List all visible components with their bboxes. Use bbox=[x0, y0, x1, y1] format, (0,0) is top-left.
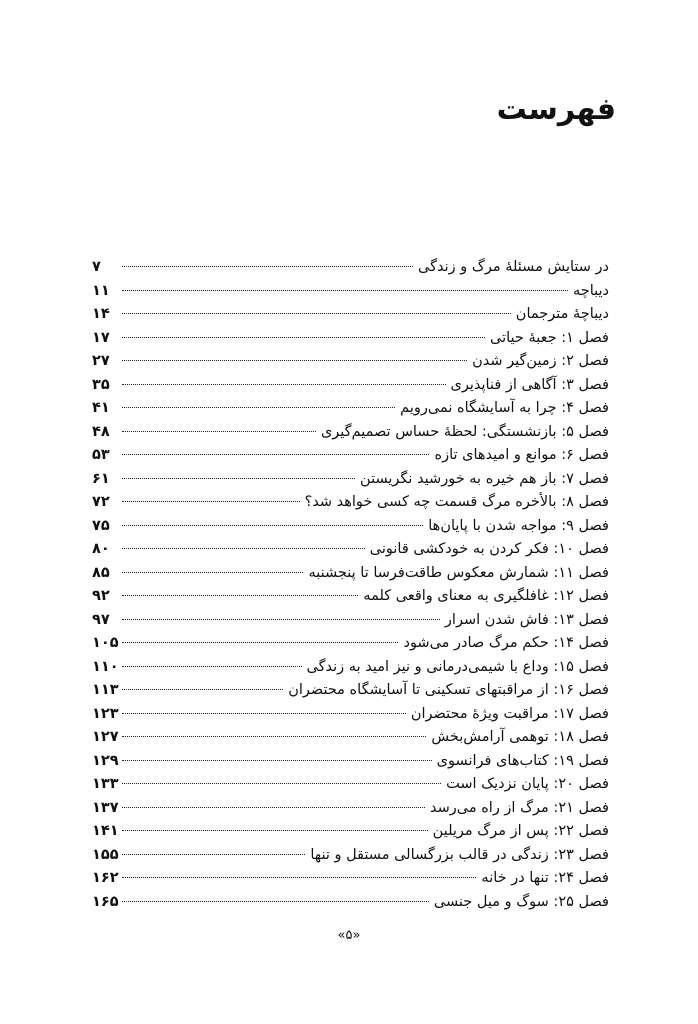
toc-entry-title: فصل ۱۲: غافلگیری به معنای واقعی کلمه bbox=[363, 588, 609, 604]
toc-entry-title: فصل ۱: جعبهٔ حیاتی bbox=[490, 329, 609, 346]
toc-entry-page-number: ۱۲۹ bbox=[92, 752, 119, 769]
page-number-footer: «۵» bbox=[337, 928, 361, 943]
dot-leader bbox=[122, 478, 355, 479]
dot-leader bbox=[122, 407, 395, 408]
toc-entry-page-number: ۱۵۵ bbox=[92, 846, 119, 863]
toc-entry bbox=[92, 820, 609, 844]
table-of-contents bbox=[92, 256, 609, 914]
toc-entry-page-number: ۸۵ bbox=[92, 564, 110, 581]
toc-entry bbox=[92, 585, 609, 609]
toc-entry bbox=[92, 397, 609, 421]
dot-leader bbox=[122, 783, 441, 784]
toc-entry bbox=[92, 374, 609, 398]
dot-leader bbox=[122, 713, 406, 714]
toc-entry-title: فصل ۲: زمین‌گیر شدن bbox=[472, 353, 609, 369]
dot-leader bbox=[122, 666, 302, 667]
toc-entry-title: فصل ۱۴: حکم مرگ صادر می‌شود bbox=[403, 635, 609, 651]
toc-entry bbox=[92, 327, 609, 351]
dot-leader bbox=[122, 313, 511, 314]
toc-entry bbox=[92, 656, 609, 680]
dot-leader bbox=[122, 595, 358, 596]
toc-entry-page-number: ۹۷ bbox=[92, 611, 110, 628]
toc-entry-page-number: ۱۰۵ bbox=[92, 635, 119, 651]
dot-leader bbox=[122, 619, 440, 620]
toc-entry-page-number: ۱۱ bbox=[92, 282, 110, 299]
toc-entry-page-number: ۱۴۱ bbox=[92, 823, 119, 839]
toc-entry bbox=[92, 256, 609, 280]
toc-entry-page-number: ۶۱ bbox=[92, 470, 110, 487]
toc-entry-page-number: ۷ bbox=[92, 259, 101, 275]
toc-entry-title: فصل ۲۴: تنها در خانه bbox=[481, 870, 609, 886]
toc-entry-page-number: ۷۵ bbox=[92, 517, 110, 534]
toc-entry bbox=[92, 350, 609, 374]
dot-leader bbox=[122, 830, 428, 831]
toc-entry-title: فصل ۱۷: مراقبت ویژهٔ محتضران bbox=[410, 705, 609, 722]
toc-entry-title: فصل ۲۳: زندگی در قالب بزرگسالی مستقل و تنها bbox=[310, 846, 609, 863]
toc-entry-title: فصل ۱۵: وداع با شیمی‌درمانی و نیز امید به زندگی bbox=[306, 658, 609, 675]
toc-entry-title: فصل ۱۳: فاش شدن اسرار bbox=[444, 611, 609, 628]
toc-entry bbox=[92, 609, 609, 633]
toc-entry-page-number: ۱۲۳ bbox=[92, 705, 119, 722]
dot-leader bbox=[122, 266, 413, 267]
toc-entry-title: فصل ۱۱: شمارش معکوس طاقت‌فرسا تا پنجشنبه bbox=[308, 564, 609, 581]
dot-leader bbox=[122, 360, 467, 361]
toc-entry-page-number: ۱۱۳ bbox=[92, 682, 119, 698]
dot-leader bbox=[122, 572, 303, 573]
toc-entry-title: فصل ۳: آگاهی از فناپذیری bbox=[450, 376, 609, 393]
toc-entry-page-number: ۱۶۲ bbox=[92, 870, 119, 886]
toc-entry bbox=[92, 444, 609, 468]
toc-entry bbox=[92, 844, 609, 868]
page-title: فهرست bbox=[496, 92, 616, 127]
toc-entry-page-number: ۱۷ bbox=[92, 329, 110, 346]
toc-entry-page-number: ۱۲۷ bbox=[92, 729, 119, 745]
toc-entry-title: فصل ۲۰: پایان نزدیک است bbox=[446, 776, 609, 792]
dot-leader bbox=[122, 337, 485, 338]
toc-entry bbox=[92, 750, 609, 774]
dot-leader bbox=[122, 454, 429, 455]
toc-entry-page-number: ۱۳۷ bbox=[92, 799, 119, 816]
toc-entry bbox=[92, 891, 609, 915]
dot-leader bbox=[122, 548, 365, 549]
toc-entry-page-number: ۲۷ bbox=[92, 353, 110, 369]
toc-entry-title: فصل ۱۸: توهمی آرامش‌بخش bbox=[431, 729, 609, 745]
toc-entry bbox=[92, 468, 609, 492]
toc-entry bbox=[92, 679, 609, 703]
toc-entry-title: فصل ۹: مواجه شدن با پایان‌ها bbox=[428, 517, 609, 534]
toc-entry bbox=[92, 491, 609, 515]
toc-entry-title: فصل ۴: چرا به آسایشگاه نمی‌رویم bbox=[400, 400, 609, 416]
toc-entry-title: فصل ۲۵: سوگ و میل جنسی bbox=[433, 893, 609, 910]
toc-entry bbox=[92, 303, 609, 327]
dot-leader bbox=[122, 901, 429, 902]
toc-entry-title: فصل ۱۶: از مراقبتهای تسکینی تا آسایشگاه محتضران bbox=[288, 682, 609, 698]
toc-entry-title: دیباچهٔ مترجمان bbox=[515, 306, 609, 322]
dot-leader bbox=[122, 689, 283, 690]
toc-entry-page-number: ۱۴ bbox=[92, 306, 110, 322]
dot-leader bbox=[122, 384, 446, 385]
toc-entry bbox=[92, 280, 609, 304]
toc-entry bbox=[92, 538, 609, 562]
toc-entry-title: فصل ۱۹: کتاب‌های فرانسوی bbox=[436, 752, 609, 769]
dot-leader bbox=[122, 854, 305, 855]
toc-entry bbox=[92, 703, 609, 727]
toc-entry bbox=[92, 421, 609, 445]
toc-entry-page-number: ۱۱۰ bbox=[92, 658, 119, 675]
toc-entry-title: فصل ۷: باز هم خیره به خورشید نگریستن bbox=[360, 470, 609, 487]
toc-entry-page-number: ۴۱ bbox=[92, 400, 110, 416]
toc-entry-page-number: ۷۲ bbox=[92, 494, 110, 510]
toc-entry-title: فصل ۲۲: پس از مرگ مریلین bbox=[432, 823, 609, 839]
dot-leader bbox=[122, 501, 300, 502]
toc-entry bbox=[92, 797, 609, 821]
dot-leader bbox=[122, 525, 423, 526]
toc-entry-title: فصل ۸: بالأخره مرگ قسمت چه کسی خواهد شد؟ bbox=[304, 494, 609, 510]
toc-entry-title: دیباچه bbox=[572, 282, 609, 299]
toc-entry-page-number: ۸۰ bbox=[92, 541, 110, 557]
dot-leader bbox=[122, 736, 426, 737]
dot-leader bbox=[122, 642, 398, 643]
toc-entry-title: فصل ۲۱: مرگ از راه می‌رسد bbox=[429, 799, 609, 816]
toc-entry-title: فصل ۱۰: فکر کردن به خودکشی قانونی bbox=[369, 541, 609, 557]
dot-leader bbox=[122, 290, 568, 291]
toc-entry bbox=[92, 726, 609, 750]
dot-leader bbox=[122, 431, 316, 432]
toc-entry bbox=[92, 515, 609, 539]
toc-entry-page-number: ۱۶۵ bbox=[92, 893, 119, 910]
toc-entry bbox=[92, 867, 609, 891]
dot-leader bbox=[122, 760, 432, 761]
toc-entry-page-number: ۱۳۳ bbox=[92, 776, 119, 792]
toc-entry-page-number: ۹۲ bbox=[92, 588, 110, 604]
toc-entry-page-number: ۵۳ bbox=[92, 447, 110, 463]
toc-entry-page-number: ۳۵ bbox=[92, 376, 110, 393]
toc-entry-page-number: ۴۸ bbox=[92, 423, 110, 440]
toc-entry bbox=[92, 562, 609, 586]
toc-entry-title: فصل ۵: بازنشستگی: لحظهٔ حساس تصمیم‌گیری bbox=[320, 423, 609, 440]
dot-leader bbox=[122, 807, 425, 808]
dot-leader bbox=[122, 877, 476, 878]
toc-entry-title: فصل ۶: موانع و امیدهای تازه bbox=[434, 447, 609, 463]
toc-entry-title: در ستایش مسئلهٔ مرگ و زندگی bbox=[417, 259, 609, 275]
toc-entry bbox=[92, 632, 609, 656]
toc-entry bbox=[92, 773, 609, 797]
